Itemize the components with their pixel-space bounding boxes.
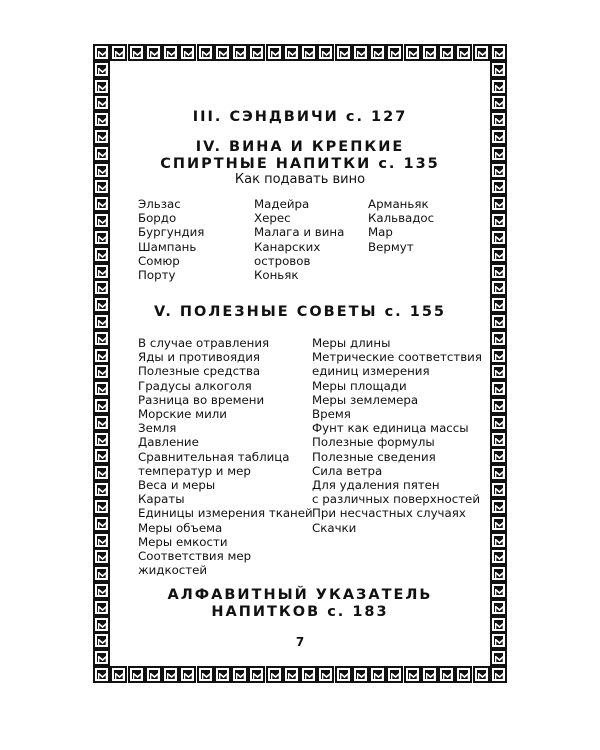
list-item: Давление bbox=[138, 435, 199, 450]
list-item: Фунт как единица массы bbox=[312, 421, 469, 436]
section-4-title-line-2: СПИРТНЫЕ НАПИТКИ с. 135 bbox=[160, 156, 440, 172]
list-item: При несчастных случаях bbox=[312, 506, 466, 521]
index-title-line-2: НАПИТКОВ с. 183 bbox=[211, 604, 389, 620]
list-item: Морские мили bbox=[138, 407, 227, 422]
section-4-column-2 bbox=[254, 197, 344, 282]
list-item: Полезные формулы bbox=[312, 435, 435, 450]
list-item: Херес bbox=[254, 211, 291, 226]
section-4-column-3 bbox=[368, 197, 434, 254]
list-item: Бургундия bbox=[138, 225, 205, 240]
list-item: Веса и меры bbox=[138, 478, 216, 493]
section-3-title: III. СЭНДВИЧИ с. 127 bbox=[192, 109, 408, 125]
list-item: Караты bbox=[138, 492, 185, 507]
list-item: Порту bbox=[138, 268, 176, 283]
list-item: Малага и вина bbox=[254, 225, 345, 240]
list-item: жидкостей bbox=[138, 563, 208, 578]
list-item: Меры землемера bbox=[312, 392, 419, 407]
section-4-subtitle: Как подавать вино bbox=[234, 172, 366, 187]
section-4-title-line-1: IV. ВИНА И КРЕПКИЕ bbox=[195, 139, 405, 155]
list-item: Сила ветра bbox=[312, 463, 383, 478]
section-4-column-1 bbox=[138, 197, 204, 282]
list-item: Меры площади bbox=[312, 378, 407, 393]
list-item: Эльзас bbox=[138, 197, 181, 211]
section-5-column-1 bbox=[138, 336, 313, 577]
section-5-column-2 bbox=[312, 336, 482, 535]
list-item: В случае отравления bbox=[138, 336, 270, 350]
section-5-title: V. ПОЛЕЗНЫЕ СОВЕТЫ с. 155 bbox=[153, 304, 447, 320]
list-item: с различных поверхностей bbox=[312, 492, 480, 507]
list-item: Мадейра bbox=[254, 197, 310, 211]
list-item: Земля bbox=[138, 421, 177, 436]
list-item: Скачки bbox=[312, 520, 357, 535]
list-item: Полезные средства bbox=[138, 364, 261, 379]
index-title-line-1: АЛФАВИТНЫЙ УКАЗАТЕЛЬ bbox=[167, 587, 433, 603]
list-item: Меры объема bbox=[138, 520, 223, 535]
page-number: 7 bbox=[295, 635, 305, 649]
list-item: Коньяк bbox=[254, 268, 299, 283]
list-item: Полезные сведения bbox=[312, 449, 436, 464]
list-item: Соответствия мер bbox=[138, 549, 252, 564]
list-item: Меры длины bbox=[312, 336, 391, 350]
list-item: островов bbox=[254, 253, 311, 268]
list-item: Для удаления пятен bbox=[312, 478, 440, 493]
list-item: Мар bbox=[368, 225, 393, 240]
list-item: Сомюр bbox=[138, 253, 180, 268]
list-item: Канарских bbox=[254, 239, 321, 254]
list-item: Единицы измерения тканей bbox=[138, 506, 313, 521]
list-item: Шампань bbox=[138, 239, 197, 254]
list-item: единиц измерения bbox=[312, 364, 430, 379]
list-item: Вермут bbox=[368, 239, 414, 254]
list-item: температур и мер bbox=[138, 463, 251, 478]
list-item: Меры емкости bbox=[138, 534, 228, 549]
list-item: Метрические соответствия bbox=[312, 350, 482, 365]
list-item: Бордо bbox=[138, 211, 177, 226]
list-item: Кальвадос bbox=[368, 211, 435, 226]
list-item: Разница во времени bbox=[138, 392, 265, 407]
list-item: Арманьяк bbox=[368, 197, 429, 211]
list-item: Сравнительная таблица bbox=[138, 449, 290, 464]
list-item: Градусы алкоголя bbox=[138, 378, 252, 393]
list-item: Яды и противоядия bbox=[138, 350, 260, 365]
list-item: Время bbox=[312, 407, 351, 422]
